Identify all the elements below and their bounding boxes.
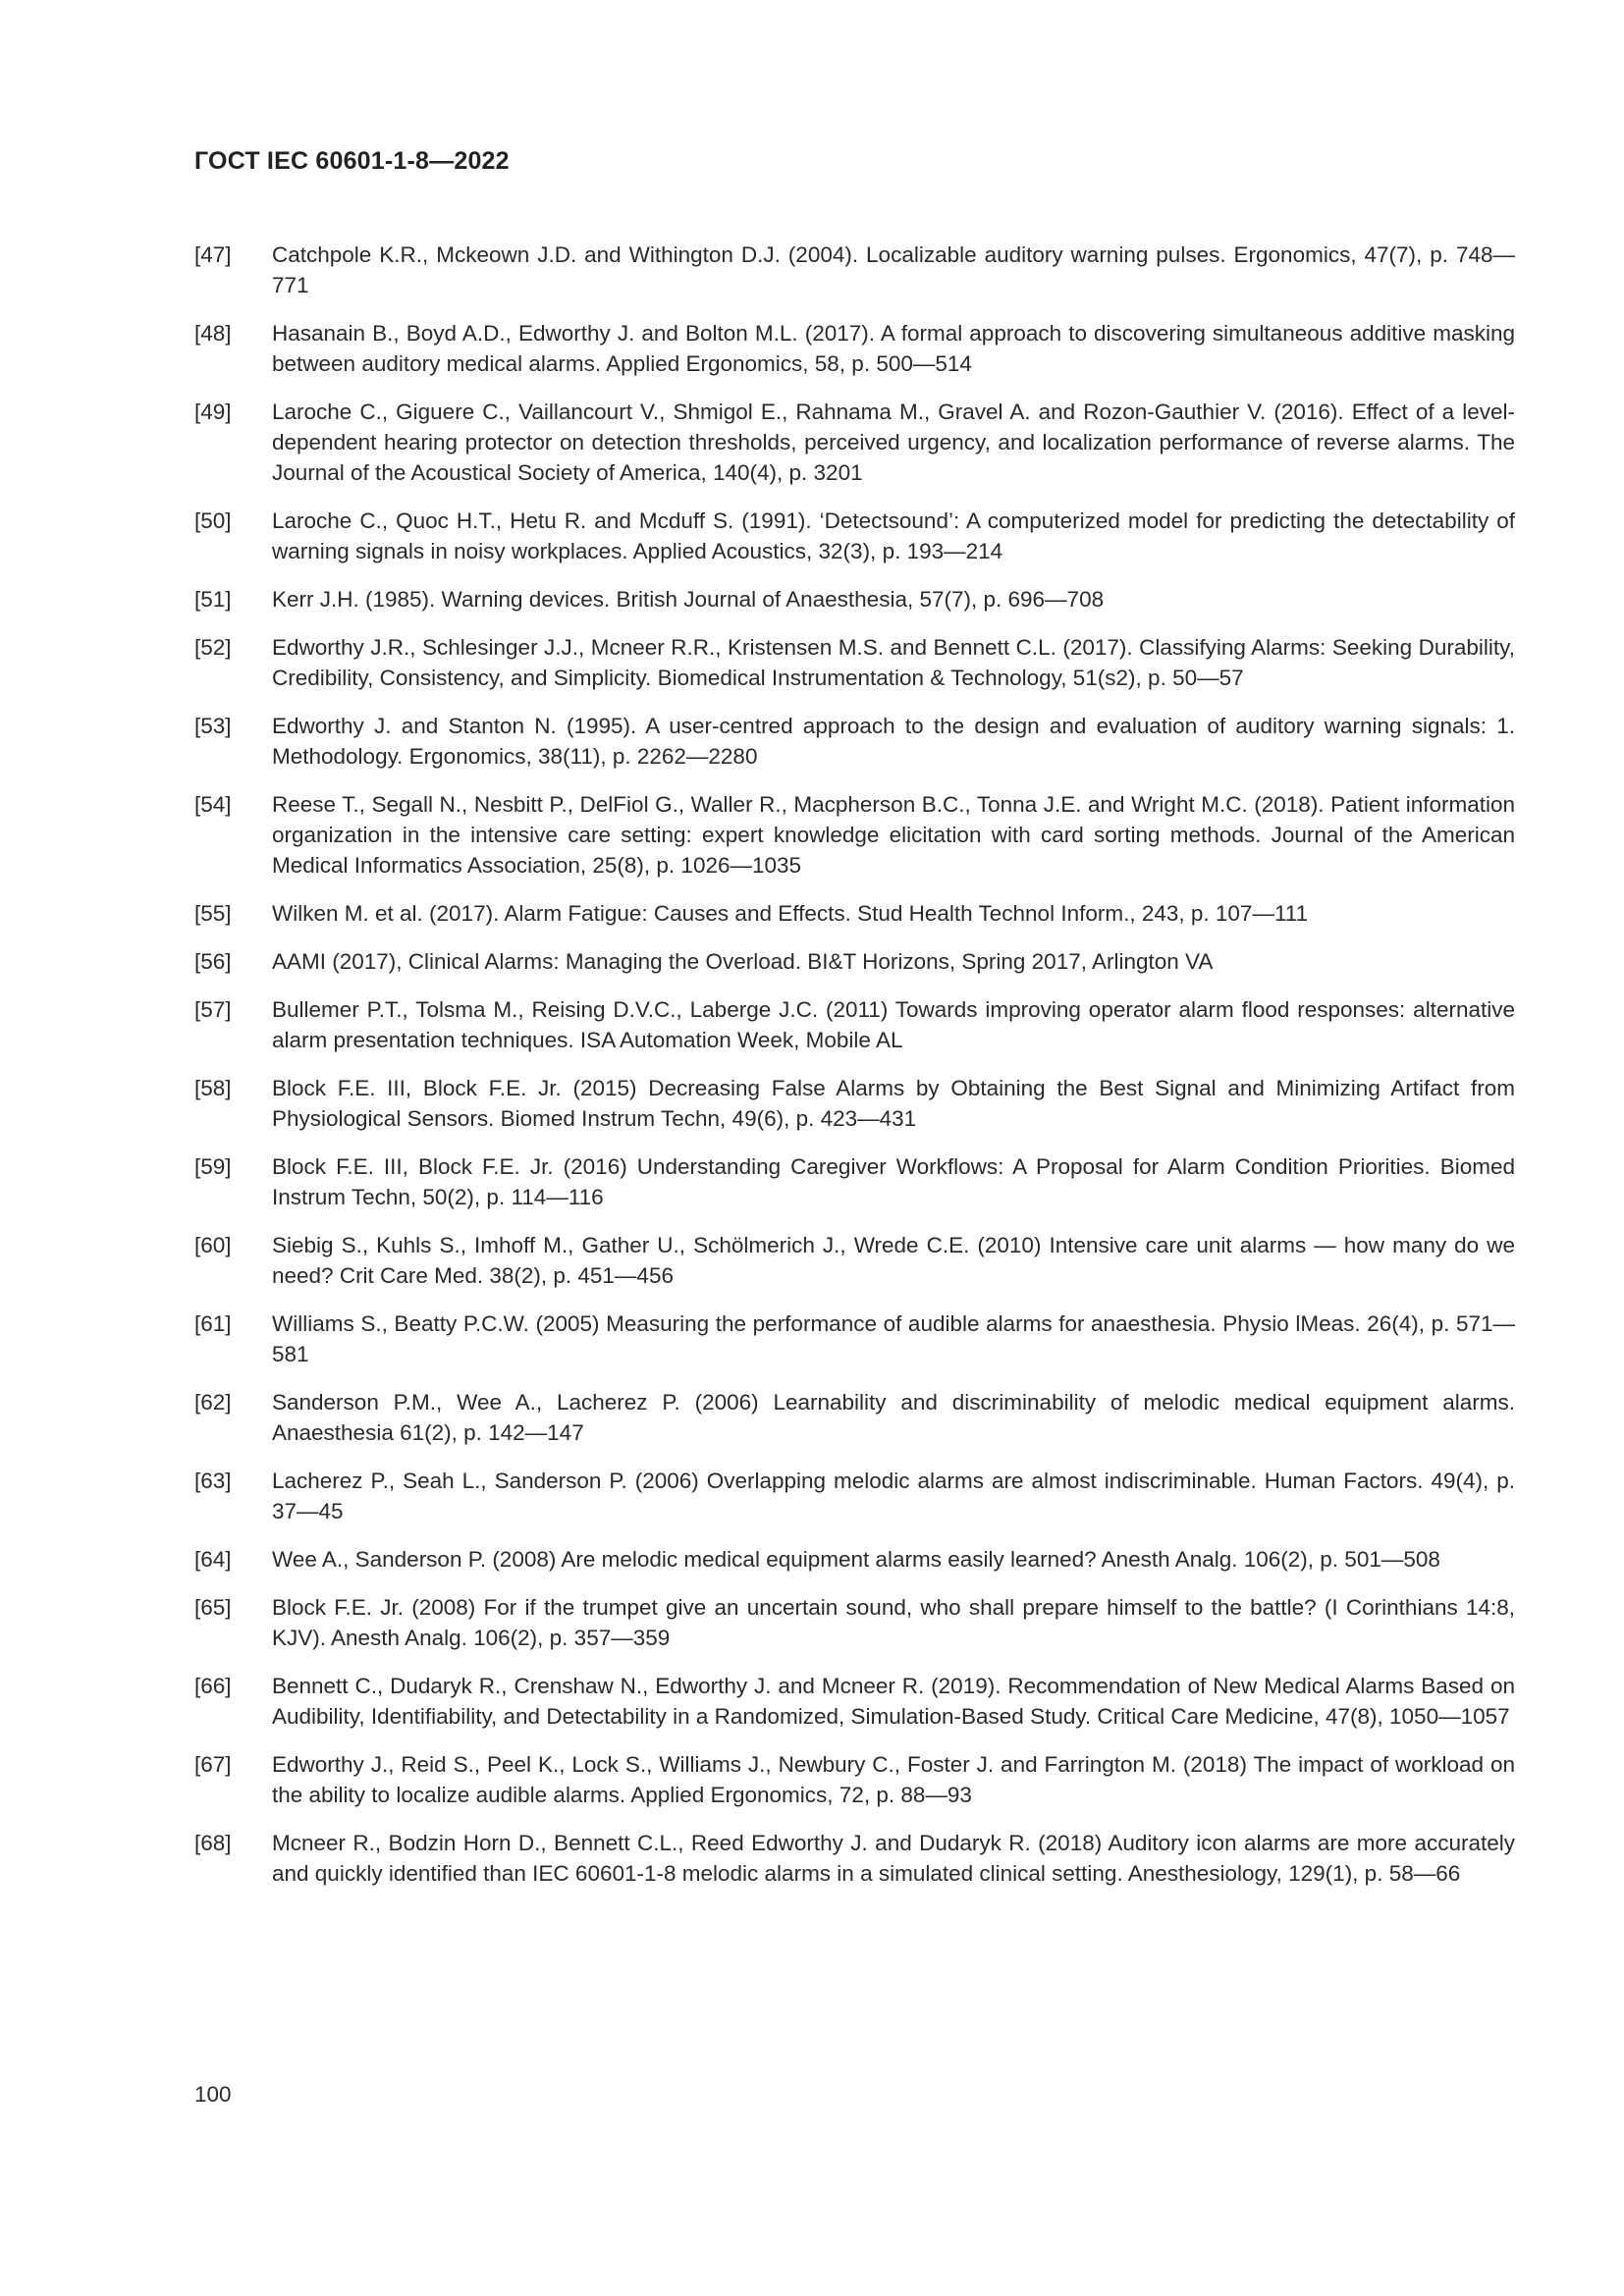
reference-item <box>194 397 1515 488</box>
reference-number: [47] <box>194 242 232 267</box>
reference-text: Siebig S., Kuhls S., Imhoff M., Gather U., Schölmerich J., Wrede C.E. (2010) Intensive care unit alarms — how many do we need? Crit Care Med. 38(2), p. 451—456 <box>272 1233 1515 1288</box>
reference-item <box>194 711 1515 772</box>
reference-item <box>194 240 1515 300</box>
reference-number: [53] <box>194 714 232 738</box>
document-header: ГОСТ IEC 60601-1-8—2022 <box>194 147 510 175</box>
reference-text: Kerr J.H. (1985). Warning devices. British Journal of Anaesthesia, 57(7), p. 696—708 <box>272 587 1105 612</box>
reference-number: [58] <box>194 1076 232 1100</box>
reference-text: Edworthy J. and Stanton N. (1995). A user-centred approach to the design and evaluation of auditory warning signals: 1. Methodology. Ergonomics, 38(11), p. 2262—2280 <box>272 714 1515 769</box>
reference-item <box>194 1308 1515 1369</box>
page-number: 100 <box>194 2082 232 2107</box>
reference-item <box>194 946 1515 977</box>
reference-number: [61] <box>194 1311 232 1336</box>
reference-text: Laroche C., Quoc H.T., Hetu R. and Mcduff S. (1991). ‘Detectsound’: A computerized model for predicting the detectability of warning signals in noisy workplaces. Applied Acoustics, 32(3), p. 193—214 <box>272 508 1515 563</box>
reference-text: Block F.E. III, Block F.E. Jr. (2016) Understanding Caregiver Workflows: A Proposal for Alarm Condition Priorities. Biomed Instrum Techn, 50(2), p. 114—116 <box>272 1154 1515 1209</box>
reference-number: [57] <box>194 997 232 1022</box>
reference-number: [51] <box>194 587 232 612</box>
reference-text: Reese T., Segall N., Nesbitt P., DelFiol G., Waller R., Macpherson B.C., Tonna J.E. and Wright M.C. (2018). Patient information organization in the intensive care setting: expert knowledge elicitation with card sorting methods. Journal of the American Medical Informatics Association, 25(8), p. 1026—1035 <box>272 792 1515 878</box>
reference-text: Laroche C., Giguere C., Vaillancourt V., Shmigol E., Rahnama M., Gravel A. and Rozon-Gauthier V. (2016). Effect of a level-dependent hearing protector on detection thresholds, perceived urgency, and localization performance of reverse alarms. The Journal of the Acoustical Society of America, 140(4), p. 3201 <box>272 400 1515 485</box>
reference-item <box>194 1230 1515 1291</box>
reference-text: Mcneer R., Bodzin Horn D., Bennett C.L., Reed Edworthy J. and Dudaryk R. (2018) Auditory icon alarms are more accurately and quickly identified than IEC 60601-1-8 melodic alarms in a simulated clinical setting. Anesthesiology, 129(1), p. 58—66 <box>272 1831 1515 1886</box>
reference-number: [62] <box>194 1390 232 1415</box>
reference-number: [68] <box>194 1831 232 1855</box>
reference-text: Edworthy J.R., Schlesinger J.J., Mcneer R.R., Kristensen M.S. and Bennett C.L. (2017). Classifying Alarms: Seeking Durability, Credibility, Consistency, and Simplicity. Biomedical Instrumentation & Technology, 51(s2), p. 50—57 <box>272 635 1515 690</box>
reference-text: Lacherez P., Seah L., Sanderson P. (2006) Overlapping melodic alarms are almost indiscriminable. Human Factors. 49(4), p. 37—45 <box>272 1468 1515 1523</box>
reference-text: Bullemer P.T., Tolsma M., Reising D.V.C., Laberge J.C. (2011) Towards improving operator alarm flood responses: alternative alarm presentation techniques. ISA Automation Week, Mobile AL <box>272 997 1515 1052</box>
reference-number: [64] <box>194 1547 232 1572</box>
reference-number: [55] <box>194 901 232 926</box>
reference-text: AAMI (2017), Clinical Alarms: Managing the Overload. BI&T Horizons, Spring 2017, Arlington VA <box>272 949 1214 974</box>
reference-text: Block F.E. Jr. (2008) For if the trumpet give an uncertain sound, who shall prepare himself to the battle? (I Corinthians 14:8, KJV). Anesth Analg. 106(2), p. 357—359 <box>272 1595 1515 1650</box>
reference-item <box>194 1592 1515 1653</box>
reference-item <box>194 1544 1515 1575</box>
reference-item <box>194 1749 1515 1810</box>
reference-text: Sanderson P.M., Wee A., Lacherez P. (2006) Learnability and discriminability of melodic medical equipment alarms. Anaesthesia 61(2), p. 142—147 <box>272 1390 1515 1445</box>
reference-item <box>194 584 1515 614</box>
reference-item <box>194 1073 1515 1134</box>
reference-item <box>194 318 1515 379</box>
reference-text: Williams S., Beatty P.C.W. (2005) Measuring the performance of audible alarms for anaesthesia. Physio lMeas. 26(4), p. 571—581 <box>272 1311 1515 1366</box>
reference-text: Bennett C., Dudaryk R., Crenshaw N., Edworthy J. and Mcneer R. (2019). Recommendation of New Medical Alarms Based on Audibility, Identifiability, and Detectability in a Randomized, Simulation-Based Study. Critical Care Medicine, 47(8), 1050—1057 <box>272 1674 1515 1729</box>
reference-item <box>194 1151 1515 1212</box>
reference-item <box>194 898 1515 929</box>
reference-text: Catchpole K.R., Mckeown J.D. and Withington D.J. (2004). Localizable auditory warning pulses. Ergonomics, 47(7), p. 748—771 <box>272 242 1515 297</box>
reference-number: [65] <box>194 1595 232 1620</box>
reference-text: Hasanain B., Boyd A.D., Edworthy J. and Bolton M.L. (2017). A formal approach to discovering simultaneous additive masking between auditory medical alarms. Applied Ergonomics, 58, p. 500—514 <box>272 321 1515 376</box>
reference-item <box>194 1466 1515 1526</box>
reference-number: [67] <box>194 1752 232 1777</box>
reference-number: [49] <box>194 400 232 424</box>
reference-number: [48] <box>194 321 232 346</box>
reference-item <box>194 1828 1515 1889</box>
reference-list <box>194 240 1515 1906</box>
reference-item <box>194 632 1515 693</box>
reference-number: [56] <box>194 949 232 974</box>
reference-number: [66] <box>194 1674 232 1698</box>
reference-number: [63] <box>194 1468 232 1493</box>
reference-text: Wilken M. et al. (2017). Alarm Fatigue: Causes and Effects. Stud Health Technol Inform., 243, p. 107—111 <box>272 901 1309 926</box>
reference-item <box>194 994 1515 1055</box>
reference-item <box>194 789 1515 881</box>
reference-number: [50] <box>194 508 232 533</box>
reference-number: [52] <box>194 635 232 660</box>
reference-item <box>194 506 1515 566</box>
reference-number: [59] <box>194 1154 232 1179</box>
reference-text: Wee A., Sanderson P. (2008) Are melodic medical equipment alarms easily learned? Anesth Analg. 106(2), p. 501—508 <box>272 1547 1440 1572</box>
reference-number: [60] <box>194 1233 232 1257</box>
reference-item <box>194 1387 1515 1448</box>
reference-number: [54] <box>194 792 232 817</box>
reference-text: Edworthy J., Reid S., Peel K., Lock S., Williams J., Newbury C., Foster J. and Farrington M. (2018) The impact of workload on the ability to localize audible alarms. Applied Ergonomics, 72, p. 88—93 <box>272 1752 1515 1807</box>
reference-text: Block F.E. III, Block F.E. Jr. (2015) Decreasing False Alarms by Obtaining the Best Signal and Minimizing Artifact from Physiological Sensors. Biomed Instrum Techn, 49(6), p. 423—431 <box>272 1076 1515 1131</box>
reference-item <box>194 1671 1515 1732</box>
